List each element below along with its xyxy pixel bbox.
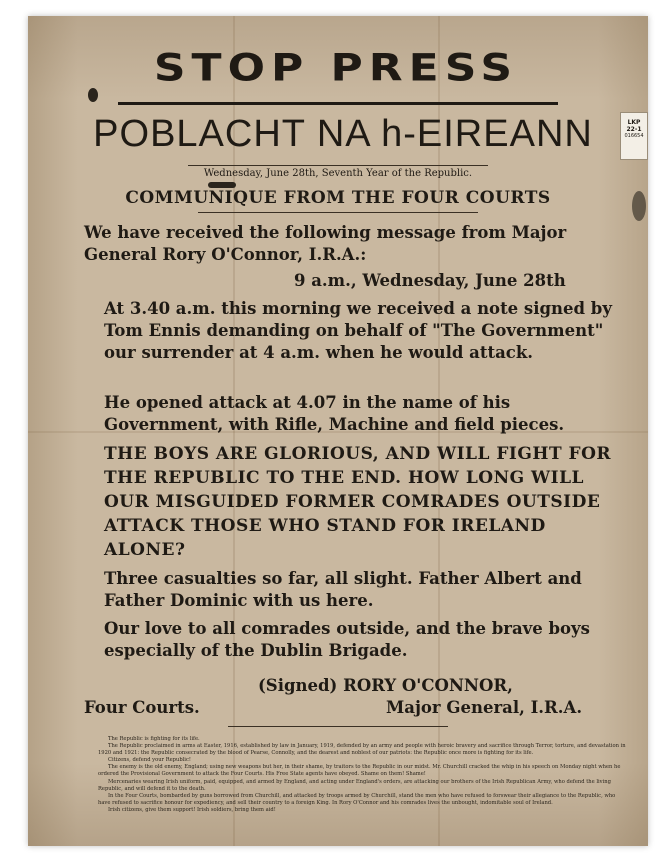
paragraph-5: Our love to all comrades outside, and the brave boys especially of the Dublin Brigade. bbox=[104, 619, 590, 660]
fine-print-line: The Republic is fighting for its life. bbox=[108, 736, 200, 742]
time-line: 9 a.m., Wednesday, June 28th bbox=[294, 271, 566, 290]
place-line: Four Courts. bbox=[84, 698, 200, 717]
rank-line: Major General, I.R.A. bbox=[386, 698, 583, 717]
paragraph-4: Three casualties so far, all slight. Father Albert and Father Dominic with us here. bbox=[104, 569, 582, 610]
stamp-line: 016654 bbox=[624, 133, 644, 139]
headline-stop-press: STOP PRESS bbox=[153, 46, 519, 90]
poster-title: POBLACHT NA h-EIREANN bbox=[93, 113, 593, 155]
stamp-line: 22-1 bbox=[626, 126, 642, 133]
stamp-line: LKP bbox=[627, 119, 641, 126]
divider bbox=[198, 212, 478, 213]
ink-stain bbox=[88, 88, 98, 102]
fine-print-line: Irish citizens, give them support! Irish soldiers, bring them aid! bbox=[108, 806, 276, 813]
communique-heading: COMMUNIQUE FROM THE FOUR COURTS bbox=[125, 188, 551, 208]
ink-stain bbox=[632, 191, 646, 221]
intro-paragraph: We have received the following message from Major General Rory O'Connor, I.R.A.: bbox=[84, 223, 567, 264]
archive-stamp bbox=[620, 112, 648, 160]
paragraph-2: He opened attack at 4.07 in the name of his Government, with Rifle, Machine and field pieces. bbox=[104, 393, 565, 434]
fine-print-line: In the Four Courts, bombarded by guns borrowed from Churchill, and attacked by troops armed by Churchill, stand the men who have refused to forswear their allegiance to the Republic, who have refused to sacrifice honour for expediency, and sell their country to a foreign King. In Rory O'Connor and his comrades lives the unbought, indomitable soul of Ireland. bbox=[98, 792, 616, 806]
fine-print-line: The enemy is the old enemy, England; using new weapons but her, in their shame, by traitors to the Republic in our midst. Mr. Churchill cracked the whip in his speech on Monday night when he ordered the Provisional Government to attack the Four Courts. His Free State agents have obeyed. Shame on them! Shame! bbox=[98, 764, 621, 778]
fine-print-line: Citizens, defend your Republic! bbox=[108, 757, 191, 764]
paragraph-1: At 3.40 a.m. this morning we received a note signed by Tom Ennis demanding on behalf of "The Government" our surrender at 4 a.m. when he would attack. bbox=[104, 299, 612, 362]
headline-rule bbox=[118, 102, 558, 105]
fine-print bbox=[98, 736, 628, 814]
divider bbox=[228, 726, 448, 727]
paragraph-3: THE BOYS ARE GLORIOUS, AND WILL FIGHT FOR THE REPUBLIC TO THE END. HOW LONG WILL OUR MISGUIDED FORMER COMRADES OUTSIDE ATTACK THOSE WHO STAND FOR IRELAND ALONE? bbox=[104, 444, 612, 560]
fine-print-line: Mercenaries wearing Irish uniform, paid, equipped, and armed by England, and acting under England's orders, are attacking our brothers of the Irish Republican Army, who defend the living Republic, and will defend it to the death. bbox=[98, 778, 611, 792]
poster-sheet bbox=[28, 16, 648, 846]
signature-line: (Signed) RORY O'CONNOR, bbox=[258, 676, 513, 695]
fine-print-line: The Republic proclaimed in arms at Easter, 1916, established by law in January, 1919, defended by an army and people with heroic bravery and sacrifice through Terror, torture, and devastation in 1920 and 1921: the Republic consecrated by the blood of Pearse, Connolly, and the dearest and noblest of our patriots: the Republic once more is fighting for its life. bbox=[98, 743, 626, 757]
dateline: Wednesday, June 28th, Seventh Year of the Republic. bbox=[203, 168, 473, 179]
divider bbox=[188, 165, 488, 166]
